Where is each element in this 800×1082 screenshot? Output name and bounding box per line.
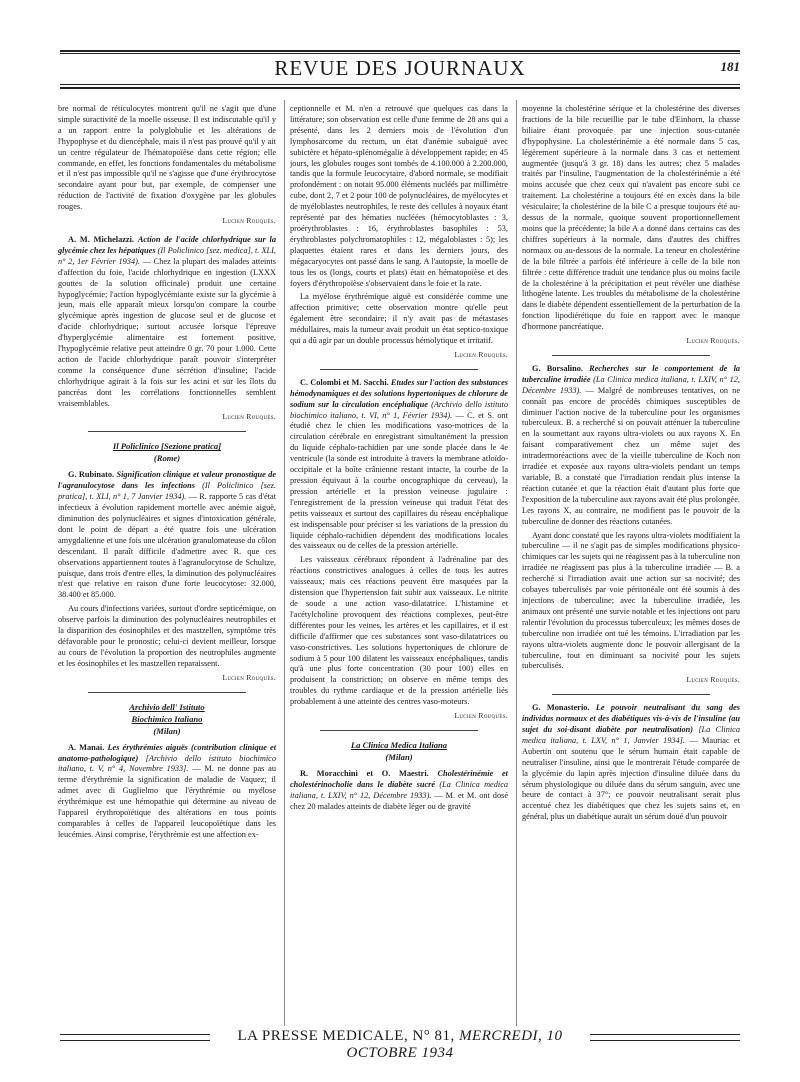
article-borsalino bbox=[522, 364, 740, 528]
article-continuation: moyenne la cholestérine sérique et la cholestérine des diverses fractions de la bile recueillie par le tube d'Einhorn, la chasse biliaire étant provoquée par une injection sous-cutanée d'hypophysine. La cholestérinémie a été normale dans 5 cas, légèrement supérieure à la normale dans 3 cas et nettement augmentée (jusqu'à 3 gr. 18) dans les autres; chez 5 malades traités par l'insuline, l'augmentation de la cholestérinémie a été moins accusée que chez ceux qui n'avaient pas encore subi ce traitement. La cholestérine a toujours été en excès dans la bile vésiculaire; la cholestérine de la bile C a presque toujours été au-dessus de la normale, quoique souvent proportionnellement moins que la précédente; la bile A a donné dans certains cas des chiffres supérieurs à la normale, dans d'autres des chiffres normaux ou au-dessous de la normale. La teneur en cholestérine de la bile filtrée a parfois été inférieure à celle de la bile non filtrée : cette différence traduit une tendance plus ou moins facile de la cholestérine à la précipitation et peut révéler une diathèse lithogène latente. Les troubles du métabolisme de la cholestérine dans le diabète dépendent essentiellement de la perturbation de la fonction lipodiérétique du foie en rapport avec le manque d'hormone pancréatique. bbox=[522, 104, 740, 332]
signature: Lucien Rouquès. bbox=[454, 349, 508, 359]
section-city: (Rome) bbox=[153, 453, 181, 464]
column-separator-1 bbox=[284, 100, 285, 1026]
article-body: — Mauriac et Aubertin ont soutenu que le sérum humain était capable de neutraliser l'insuline, ainsi que le montrerait l'étude comparée de la glycémie du lapin après injection d'insuline diluée dans du sérum physiologique ou diluée dans du sérum sanguin, avec une heure de contact à 37°; ce pouvoir neutralisant serait plus accentué chez les diabétiques que chez les sujets sains et, en général, plus un diabétique aurait un sérum doué d'un pouvoir bbox=[522, 735, 740, 822]
article-moracchini-maestri bbox=[290, 769, 508, 813]
footer-rule-left bbox=[60, 1034, 210, 1041]
article-body: — Chez la plupart des malades atteints d'affection du foie, l'acide chlorhydrique en ingestion (LXXX gouttes de la solution officinale) produit une certaine hypoglycémie; l'action hypoglycémiante existe sur la glycémie à jeun, mais elle apparaît mieux lorsqu'on compare la courbe glycémique après ingestion de glucose seul et de glucose et d'acide chlorhydrique; surtout accusée lorsque l'épreuve d'hyperglycémie alimentaire est fortement positive, l'hypoglycémie relative peut atteindre 0 gr. 70 pour 1.000. Cette action de l'acide chlorhydrique paraît pouvoir s'interpréter comme la conséquence d'une sécrétion d'insuline; l'acide chlorhydrique agirait à la fois sur les acini et sur les îlots du pancréas dont les corrélations fonctionnelles semblent vraisemblables. bbox=[58, 256, 276, 408]
article-body-paragraph: Au cours d'infections variées, surtout d'ordre septicémique, on observe parfois la diminution des polynucléaires neutrophiles et la disparition des éosinophiles et des mastzellen, symptôme très défavorable pour le pronostic; celui-ci devient meilleur, lorsque au cours de l'évolution la proportion des neutrophiles augmente et les éosinophiles et les mastzellen reparaissent. bbox=[58, 604, 276, 668]
footer-date: MERCREDI, 10 OCTOBRE 1934 bbox=[346, 1028, 563, 1061]
journal-section-title: REVUE DES JOURNAUX bbox=[274, 56, 526, 80]
article-title: Signification clinique et valeur pronostique de l'agranulocytose dans les infections bbox=[58, 470, 276, 491]
article-michelazzi bbox=[58, 235, 276, 410]
article-continuation: ceptionnelle et M. n'en a retrouvé que quelques cas dans la littérature; son observation est celle d'une femme de 28 ans qui a présenté, dans les 2 derniers mois de l'évolution d'un lymphosarcome du rectum, un état d'anémie subaiguë avec subictère et hépato-splénomégalie à développement rapide; en 45 jours, les globules rouges sont tombés de 4.100.000 à 2.200.000, tandis que la formule leucocytaire, d'abord normale, se modifiait profondément : on notait 95.000 éléments nucléés par millimètre cube, dont 2, 7 et 2 pour 100 de polynucléaires, de myélocytes et de myéloblastes neutrophiles, le reste des cellules à noyaux étant représenté par des hématies nucléées (hémocytoblastes : 3, proérythroblastes : 16, érythroblastes basophiles : 53, érythroblastes polychromatophiles : 12, mégaloblastes : 5); les plaquettes étaient rares et dans les derniers jours, des mégacaryocytes ont passé dans le sang. A l'autopsie, la moelle de tous les os (longs, courts et plats) était en hématopoïèse et des foyers d'érythropoïèse s'observaient dans le foie et la rate. bbox=[290, 104, 508, 288]
column-2 bbox=[290, 104, 508, 1040]
article-monasterio bbox=[522, 703, 740, 823]
footer-journal: LA PRESSE MEDICALE, N° 81, bbox=[237, 1028, 455, 1044]
signature: Lucien Rouquès. bbox=[454, 711, 508, 721]
masthead-bottom-rule bbox=[60, 84, 740, 85]
section-divider bbox=[552, 694, 710, 695]
article-author: A. Manai. bbox=[68, 742, 105, 752]
article-body: — Malgré de nombreuses tentatives, on ne connaît pas encore de procédés chimiques susceptibles de diminuer l'action nocive de la tuberculine pour les organismes tuberculeux. B. a recherché si on pouvait atténuer la tuberculine en la soumettant aux rayons ultra-violets ou aux rayons X. En faisant comparativement chez un même sujet des intradermoréactions avec de la vieille tuberculine de Koch non irradiée et exposée aux rayons ultra-violets pendant un temps variable, B. a constaté que l'irradiation rendait plus intense la réaction cutanée et que la réaction était d'autant plus forte que l'exposition de la tuberculine aux rayons avait été plus prolongée. Les rayons X, au contraire, ne modifient pas le pouvoir de la tuberculine de donner des réactions cutanées. bbox=[522, 385, 740, 526]
article-rubinato bbox=[58, 470, 276, 601]
section-divider bbox=[320, 730, 478, 731]
footer-text bbox=[210, 1028, 590, 1062]
section-title: Archivio dell' Istituto bbox=[129, 701, 205, 712]
article-author: A. M. Michelazzi. bbox=[68, 234, 134, 244]
article-author: R. Moracchini et O. Maestri. bbox=[300, 768, 429, 778]
signature: Lucien Rouquès. bbox=[222, 672, 276, 682]
masthead-bottom-rule-thick bbox=[60, 87, 740, 89]
section-title-line2: Biochimico Italiano bbox=[131, 713, 203, 724]
section-city: (Milan) bbox=[385, 751, 413, 762]
top-rule-thin bbox=[60, 53, 740, 54]
section-divider bbox=[88, 692, 246, 693]
article-title: Cholestérinémie et cholestérinocholie dans le diabète sucré bbox=[290, 768, 508, 789]
section-title: La Clinica Medica Italiana bbox=[350, 739, 448, 750]
article-body: — M. ne donne pas au terme d'érythrémie la signification de maladie de Vaquez; il admet avec di Guglielmo que l'érythrémie ou myélose érythrémique est une hémopathie qui détermine au niveau de l'appareil érythropoïétique des altérations en tous points comparables à celles de l'appareil leucopoïétique dans les leucémies. Ainsi comprise, l'érythrémie est une affection ex- bbox=[58, 764, 276, 839]
article-colombi-sacchi bbox=[290, 378, 508, 553]
article-body: — M. et M. ont dosé chez 20 malades atteints de diabète léger ou de gravité bbox=[290, 790, 508, 811]
article-reference: (La Clinica medica italiana, t. LXIV, n° 12, Décembre 1933). bbox=[290, 779, 508, 800]
article-title: Les érythrémies aiguës (contribution clinique et anatomo-pathologique) bbox=[58, 742, 276, 763]
signature: Lucien Rouquès. bbox=[686, 675, 740, 685]
signature: Lucien Rouquès. bbox=[222, 216, 276, 226]
article-author: G. Rubinato. bbox=[68, 470, 115, 480]
section-divider bbox=[552, 355, 710, 356]
article-body: — R. rapporte 5 cas d'état infectieux à évolution rapidement mortelle avec anémie aiguë, diminution des polynucléaires et signes d'intoxication générale, dont le point de départ a été quatre fois une ulcération amygdalienne et une fois une ulcération granulomateuse du côlon descendant. Il paraît difficile d'admettre avec R. que ces observations appartiennent toutes à l'agranulocytose de Schultze, puisque, dans trois d'entre elles, la diminution des polynucléaires n'est que relative en raison d'une forte leucocytose: 32.000, 38.400 et 85.000. bbox=[58, 492, 276, 600]
article-body: — C. et S. ont étudié chez le chien les modifications vaso-motrices de la circulation cérébrale en enregistrant simultanément la pression du liquide céphalo-rachidien par une sonde placée dans le 4e ventricule (la sonde est introduite à travers la membrane atloïdo-occipitale et la boîte crânienne restant intacte, la courbe de la pression équivaut à la courbe oncographique du cerveau), la pression artérielle et la pression veineuse jugulaire : l'enregistrement de la pression veineuse qui traduit l'état des petits vaisseaux et surtout des capillaires du réseau encéphalique est indispensable pour préciser si les variations de la pression du liquide céphalo-rachidien dépendent des modifications locales des vaisseaux ou de celles de la pression artérielle. bbox=[290, 410, 508, 551]
article-author: C. Colombi et M. Sacchi. bbox=[300, 377, 389, 387]
signature: Lucien Rouquès. bbox=[686, 336, 740, 346]
article-continuation: bre normal de réticulocytes montrent qu'il ne s'agit que d'une simple suractivité de la moelle osseuse. Il est indiscutable qu'il y a un rapport entre la polyglobulie et les altérations de l'hypophyse et du diencéphale, mais il n'est pas prouvé qu'il y ait un centre régulateur de l'hématopoïèse dans cette région; elle commande, en effet, les fonctions fondamentales du métabolisme et il n'est pas impossible qu'il ne s'agisse que d'une érythrocytose secondaire ayant pour but, par exemple, de compenser une réduction de l'activité de fixation d'oxygène par les globules rouges. bbox=[58, 104, 276, 212]
article-title: Recherches sur le comportement de la tuberculine irradiée bbox=[522, 363, 740, 384]
article-reference: (Archivio dello istituto biochimico italiano, t. VI, n° 1, Février 1934). bbox=[290, 399, 508, 420]
article-title: Action de l'acide chlorhydrique sur la glycémie chez les hépatiques bbox=[58, 234, 276, 255]
article-reference: (Il Policlinico [sez. pratica], t. XLI, n° 1, 7 Janvier 1934). bbox=[58, 481, 276, 502]
column-separator-2 bbox=[516, 100, 517, 1026]
article-title: Le pouvoir neutralisant du sang des individus normaux et des diabétiques vis-à-vis de l'insuline (au sujet du soi-disant diabète par neutralisation) bbox=[522, 703, 740, 735]
page-footer bbox=[60, 1028, 740, 1061]
column-1 bbox=[58, 104, 276, 1040]
page-number: 181 bbox=[720, 59, 740, 74]
column-3 bbox=[522, 104, 740, 1040]
article-body-paragraph: La myélose érythrémique aiguë est considérée comme une affection primitive; cette observation montre qu'elle peut également être secondaire; il n'y avait pas de métastases médullaires, mais la tumeur avait produit un état septico-toxique qui a dû agir par un double processus hémolytique et irritatif. bbox=[290, 292, 508, 346]
masthead bbox=[60, 56, 740, 82]
article-author: G. Monasterio. bbox=[532, 703, 590, 713]
article-reference: (La Clinica medica italiana, t. LXIV, n° 12, Décembre 1933). bbox=[522, 374, 740, 395]
article-title: Etudes sur l'action des substances hémodynamiques et des solutions hypertoniques de chlorure de sodium sur la circulation encéphalique bbox=[290, 377, 508, 409]
section-heading-archivio bbox=[58, 701, 276, 737]
article-author: G. Borsalino. bbox=[532, 363, 583, 373]
article-reference: [La Clinica medica italiana, t. LXV, n° 1, Janvier 1934]. bbox=[522, 725, 740, 745]
section-title: Il Policlinico [Sezione pratica] bbox=[112, 441, 222, 452]
article-body-paragraph: Les vaisseaux cérébraux répondent à l'adrénaline par des réactions constrictives analogues à celles de tous les autres vaisseaux; mais ces réactions peuvent être masquées par la distension que l'hypertension fait subir aux vaisseaux. Le nitrite de soude a une action vaso-dilatatrice. L'histamine et l'acétylcholine provoquent des réactions complexes, peut-être différentes pour les veines, les artères et les capillaires, et il est difficile d'affirmer que ces substances sont vaso-dilatatrices ou vaso-constrictives. Les solutions hypertoniques de chlorure de sodium à 5 pour 100 dilatent les vaisseaux encéphaliques, tandis qu'à une plus forte concentration (30 pour 100) elles en produisent la constriction; on observe en même temps des troubles du rythme cardiaque et de la pression artérielle liés probablement à une atteinte des centres vaso-moteurs. bbox=[290, 555, 508, 707]
section-heading-clinica-medica bbox=[290, 739, 508, 763]
article-manai bbox=[58, 743, 276, 841]
section-divider bbox=[88, 431, 246, 432]
section-city: (Milan) bbox=[153, 725, 181, 736]
article-body-paragraph: Ayant donc constaté que les rayons ultra-violets modifiaient la tuberculine — il ne s'agit pas de simples modifications physico-chimiques car les sujets qui ne réagissent pas à la tuberculine non irradiée ne réagissent pas plus à la tuberculine irradiée — B. a recherché si l'irradiation avait une action sur sa nocivité; des cobayes tuberculisés par voie péritonéale ont été soumis à des injections de tuberculine; avec la tuberculine irradiée, les animaux ont présenté une survie notable et les injections ont paru ralentir l'évolution du processus tuberculeux; les mêmes doses de tuberculine non irradiée ont tué les témoins. L'irradiation par les rayons ultra-violets augmente donc le pouvoir allergisant de la tuberculine, tout en diminuant sa nocivité pour les sujets tuberculisés. bbox=[522, 530, 740, 671]
article-reference: (Il Policlinico [sez. medica], t. XLI, n° 2, 1er Février 1934). bbox=[58, 245, 276, 266]
footer-rule-right bbox=[590, 1034, 740, 1041]
article-reference: [Archivio dello istituto biochimico italiano, t. V, n° 4, Novembre 1933]. bbox=[58, 753, 276, 774]
section-divider bbox=[320, 369, 478, 370]
signature: Lucien Rouquès. bbox=[222, 412, 276, 422]
section-heading-policlinico bbox=[58, 440, 276, 464]
top-rule bbox=[60, 50, 740, 52]
